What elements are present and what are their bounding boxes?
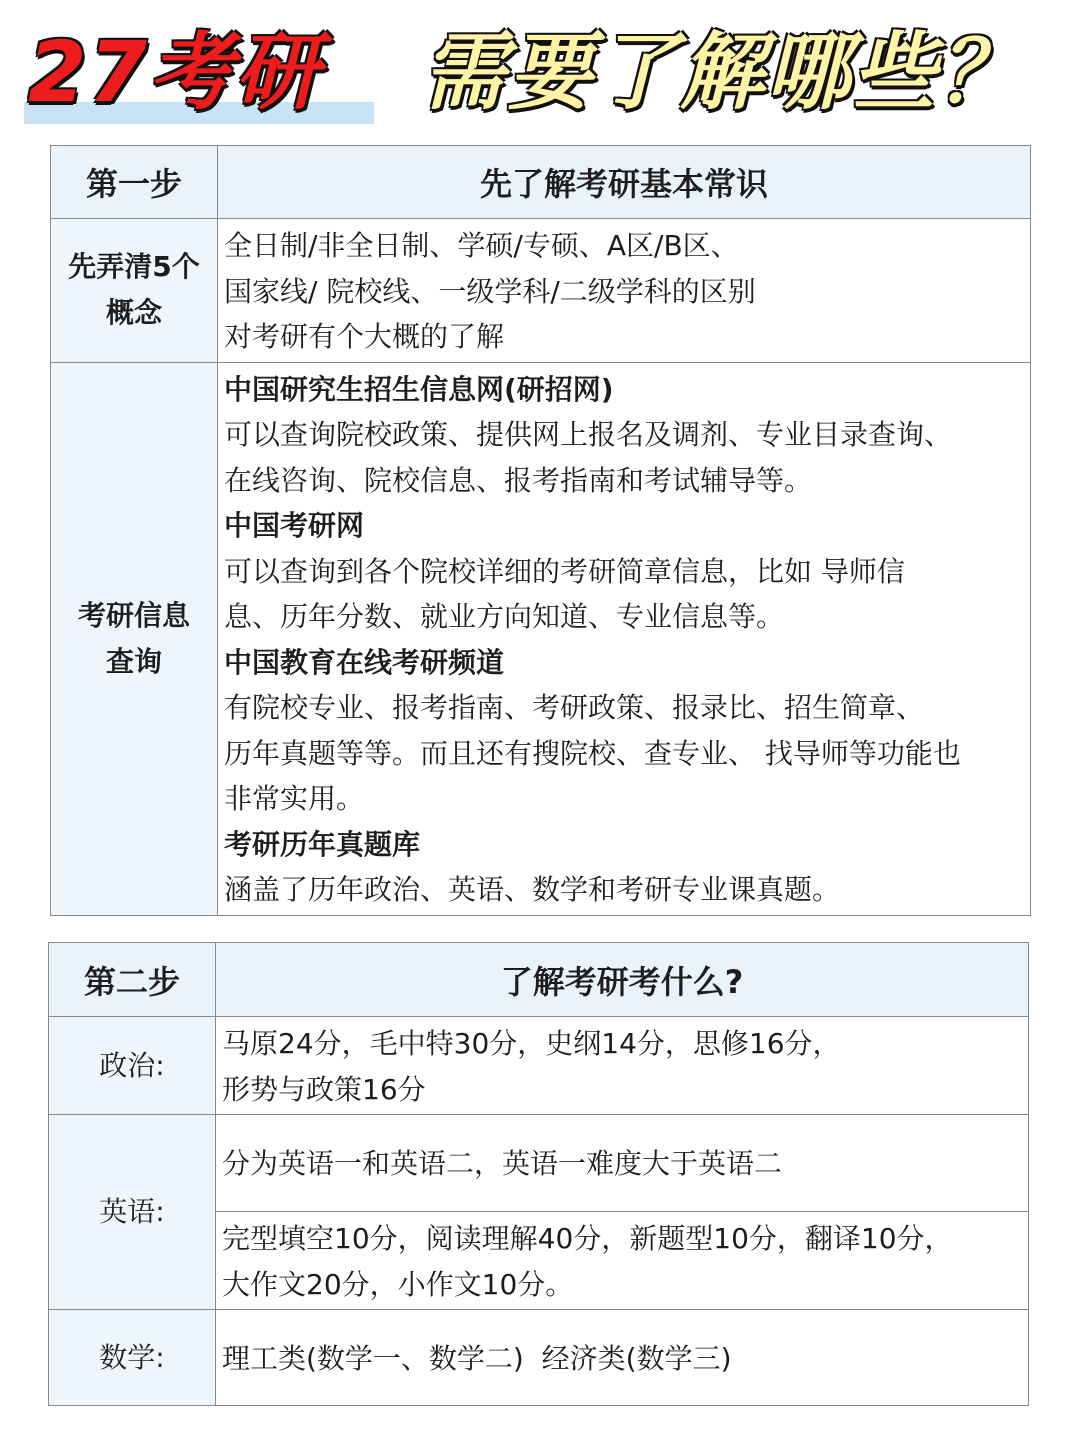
source-desc: 在线咨询、院校信息、报考指南和考试辅导等。	[224, 463, 813, 497]
info-row	[51, 362, 1031, 915]
english-overview: 分为英语一和英语二，英语一难度大于英语二	[216, 1115, 1029, 1212]
info-label-text: 考研信息查询	[77, 598, 190, 678]
source-name: 中国教育在线考研频道	[224, 645, 505, 679]
step1-label: 第一步	[51, 146, 218, 219]
english-score-line: 大作文20分，小作文10分。	[222, 1267, 574, 1301]
concepts-line: 国家线/ 院校线、一级学科/二级学科的区别	[224, 274, 756, 308]
step1-header-row	[51, 146, 1031, 219]
source-name: 考研历年真题库	[224, 827, 421, 861]
english-row-1	[49, 1115, 1029, 1212]
step1-table	[50, 145, 1031, 916]
source-desc: 涵盖了历年政治、英语、数学和考研专业课真题。	[224, 873, 841, 906]
step1-heading: 先了解考研基本常识	[218, 146, 1031, 219]
step2-table	[48, 942, 1029, 1406]
concepts-label	[51, 219, 218, 363]
english-label: 英语:	[49, 1115, 216, 1310]
concepts-line: 对考研有个大概的了解	[224, 320, 505, 353]
page-title	[22, 14, 1072, 126]
politics-line: 马原24分，毛中特30分，史纲14分，思修16分，	[222, 1027, 841, 1060]
concepts-row	[51, 219, 1031, 363]
source-desc: 历年真题等等。而且还有搜院校、查专业、 找导师等功能也	[224, 736, 961, 770]
concepts-label-text: 先弄清5个概念	[68, 250, 200, 330]
politics-line: 形势与政策16分	[222, 1072, 426, 1106]
step2-heading: 了解考研考什么?	[216, 943, 1029, 1017]
info-label	[51, 362, 218, 915]
math-row	[49, 1310, 1029, 1406]
english-score-line: 完型填空10分，阅读理解40分，新题型10分，翻译10分，	[222, 1222, 953, 1255]
title-part-red: 27考研	[28, 23, 321, 121]
source-desc: 息、历年分数、就业方向知道、专业信息等。	[224, 600, 785, 633]
politics-row	[49, 1017, 1029, 1115]
source-name: 中国考研网	[224, 509, 365, 542]
source-desc: 非常实用。	[224, 782, 365, 815]
source-name: 中国研究生招生信息网(研招网)	[224, 372, 614, 406]
math-label: 数学:	[49, 1310, 216, 1406]
source-desc: 可以查询到各个院校详细的考研简章信息，比如 导师信	[224, 554, 905, 588]
source-desc: 可以查询院校政策、提供网上报名及调剂、专业目录查询、	[224, 418, 953, 451]
step2-header-row	[49, 943, 1029, 1017]
english-scores	[216, 1212, 1029, 1310]
concepts-line: 全日制/非全日制、学硕/专硕、A区/B区、	[224, 229, 739, 262]
politics-content	[216, 1017, 1029, 1115]
title-part-yellow: 需要了解哪些？	[422, 23, 1025, 121]
step2-label: 第二步	[49, 943, 216, 1017]
info-content	[218, 362, 1031, 915]
math-content: 理工类(数学一、数学二) 经济类(数学三)	[216, 1310, 1029, 1406]
politics-label: 政治:	[49, 1017, 216, 1115]
concepts-content	[218, 219, 1031, 363]
source-desc: 有院校专业、报考指南、考研政策、报录比、招生简章、	[224, 691, 925, 724]
